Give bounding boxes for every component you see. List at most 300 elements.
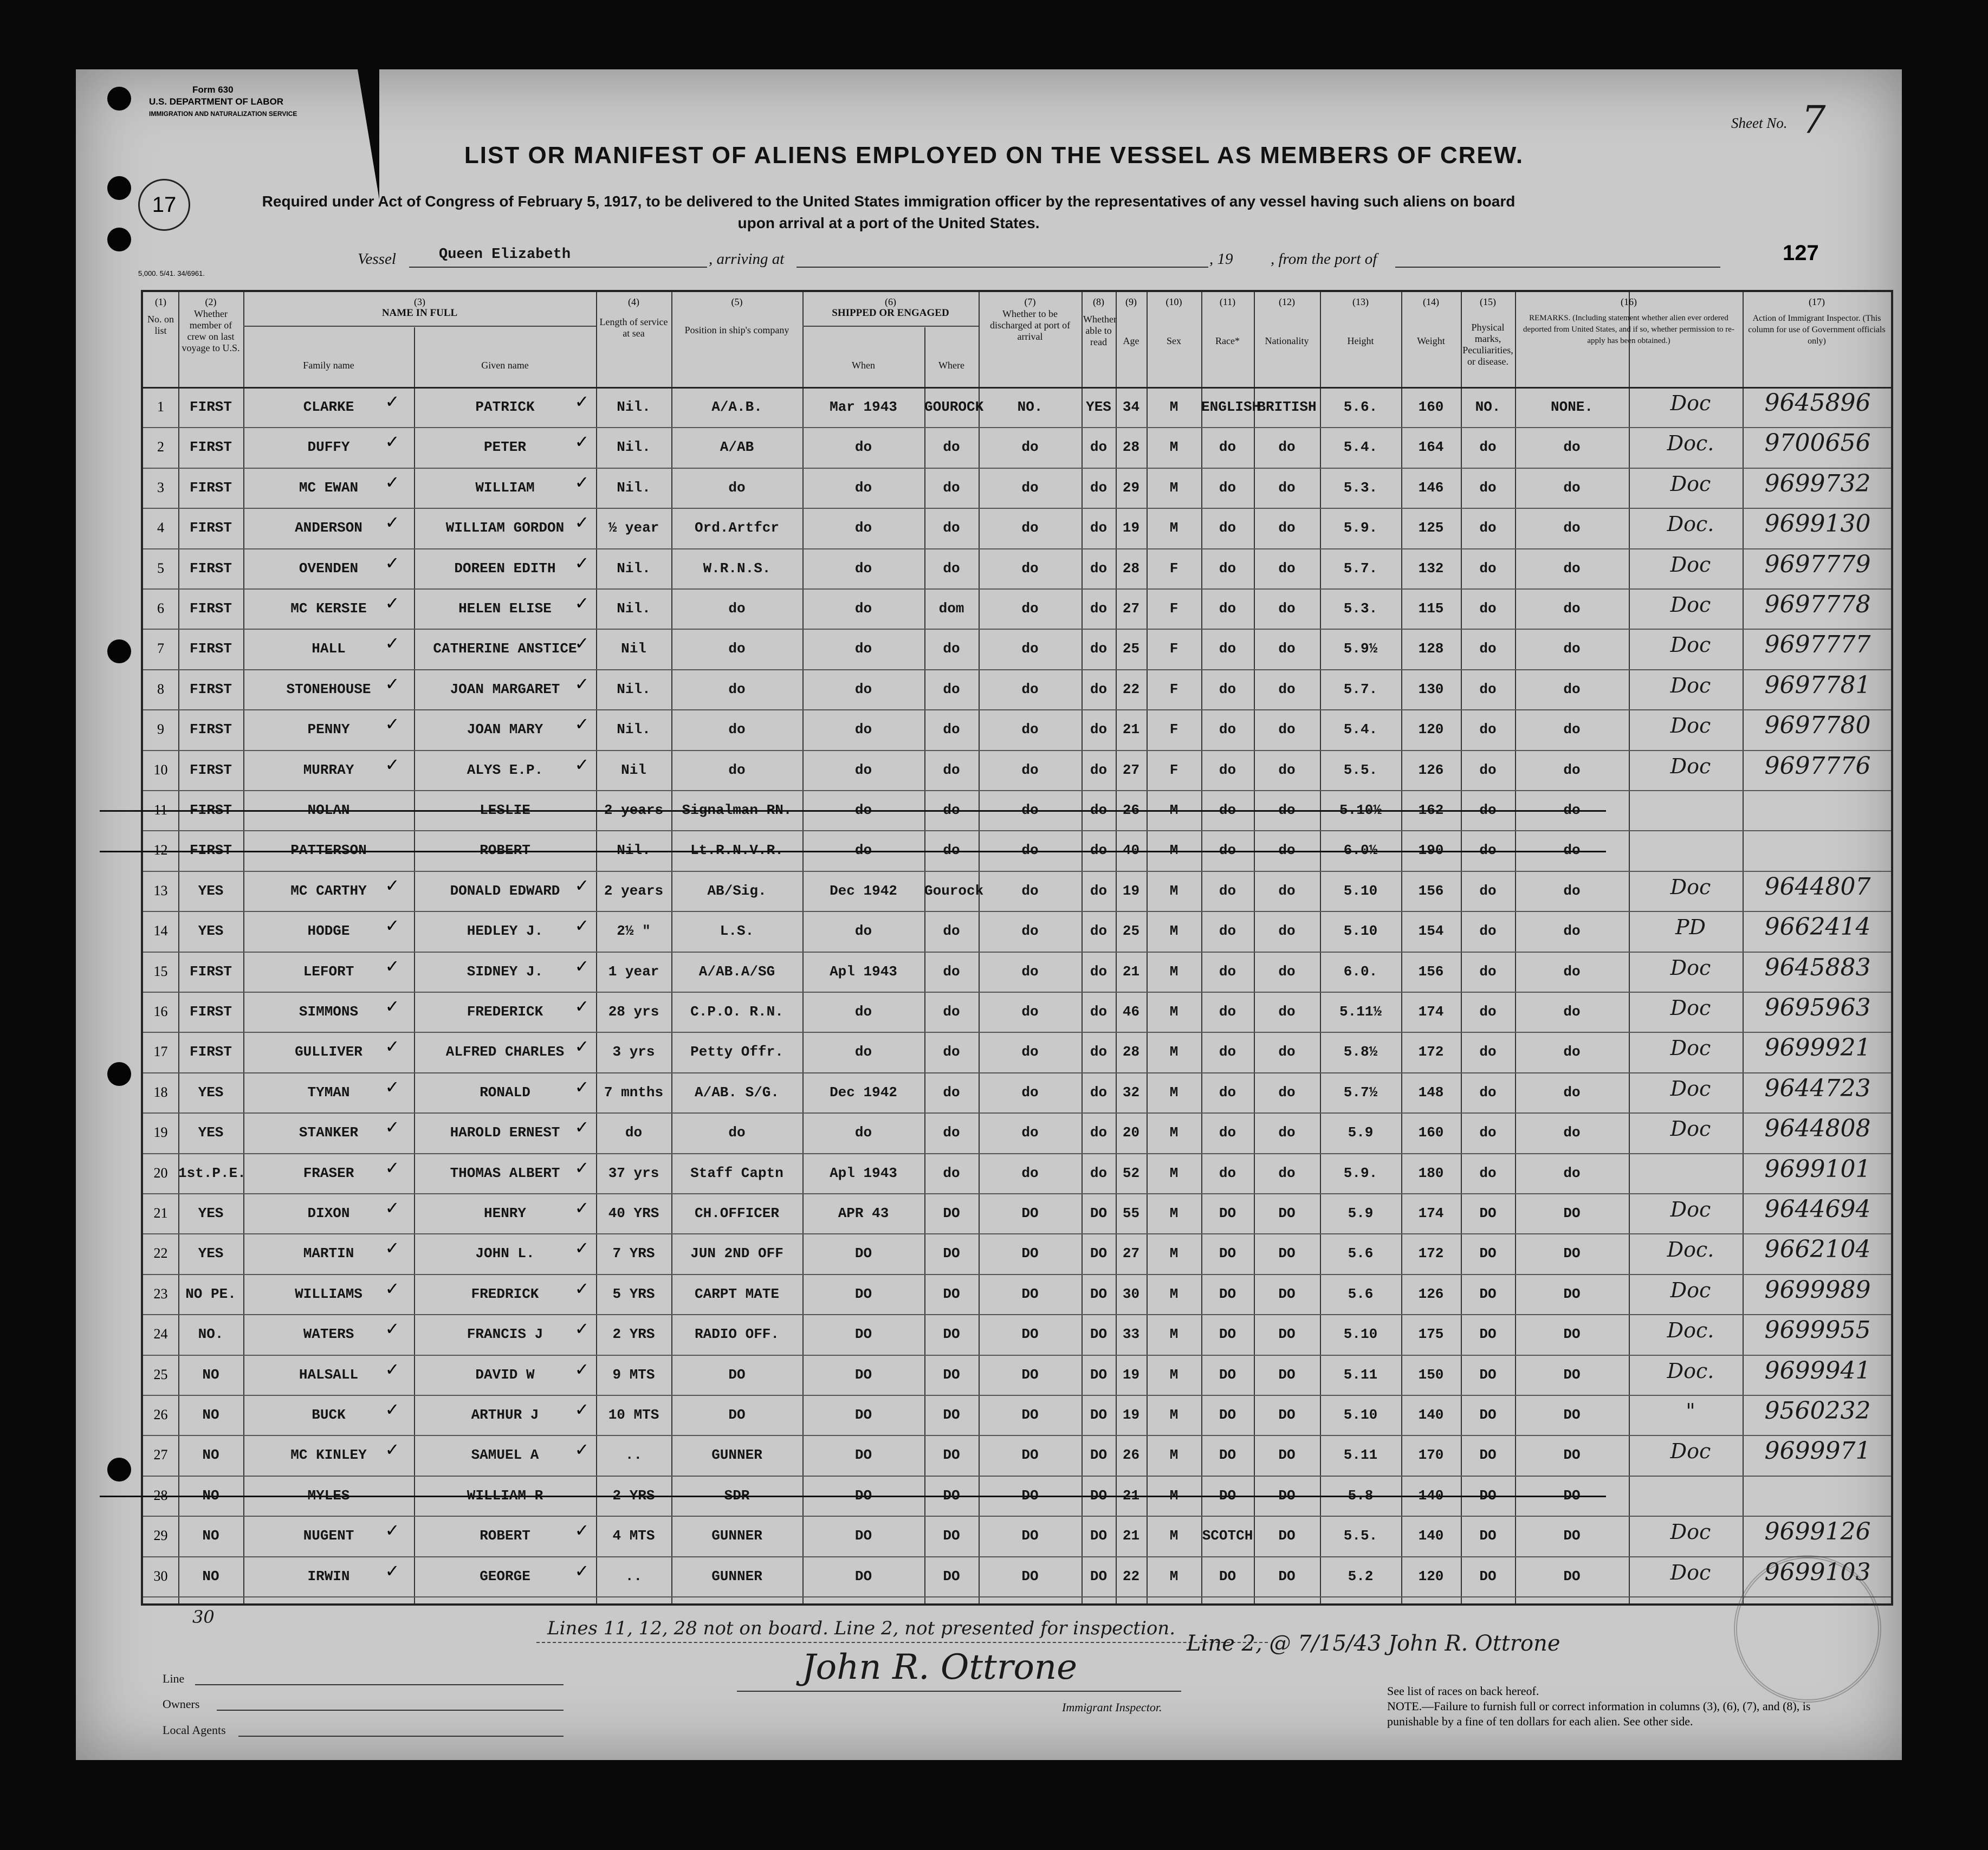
cell-when: DO [854, 1366, 872, 1383]
races-note: See list of races on back hereof. [1387, 1684, 1539, 1698]
cell-age: 27 [1122, 761, 1140, 778]
inspector-action: Doc [1670, 1439, 1711, 1464]
cell-service: Nil. [617, 439, 651, 456]
inspector-number: 9699955 [1764, 1316, 1871, 1344]
cell-when: do [854, 641, 872, 657]
check-mark: ✓ [385, 1238, 400, 1259]
cell-age: 22 [1122, 681, 1140, 697]
inspector-number: 9699941 [1764, 1356, 1871, 1385]
cell-race: do [1219, 600, 1236, 617]
cell-age: 55 [1122, 1205, 1140, 1221]
check-mark: ✓ [574, 391, 590, 412]
cell-age: 29 [1122, 479, 1140, 496]
check-mark: ✓ [574, 875, 590, 896]
row-number: 22 [153, 1245, 168, 1262]
cell-nationality: do [1278, 923, 1296, 940]
cell-remarks: do [1563, 1044, 1581, 1060]
cell-where: DO [943, 1285, 960, 1302]
cell-read: do [1090, 439, 1108, 456]
column-number: (9) [1125, 296, 1137, 307]
check-mark: ✓ [574, 1359, 590, 1380]
cell-where: DO [943, 1366, 960, 1383]
cell-discharged: NO. [1017, 399, 1043, 415]
cell-age: 21 [1122, 963, 1140, 980]
cell-race: DO [1219, 1487, 1236, 1504]
cell-nationality: do [1278, 802, 1296, 818]
cell-family: OVENDEN [299, 560, 359, 577]
cell-when: DO [854, 1245, 872, 1262]
cell-discharged: do [1021, 1044, 1039, 1060]
table-row [143, 1355, 1891, 1395]
inspector-number: 9699971 [1764, 1437, 1871, 1465]
column-number: (3) [414, 296, 425, 307]
cell-when: do [854, 1124, 872, 1141]
inspector-number: 9697780 [1764, 711, 1871, 740]
cell-member: FIRST [189, 721, 232, 738]
cell-where: Gourock [924, 882, 984, 899]
cell-nationality: do [1278, 842, 1296, 859]
column-header: Nationality [1265, 335, 1309, 346]
cell-marks: do [1479, 1084, 1497, 1101]
cell-member: NO PE. [185, 1285, 236, 1302]
table-row [143, 790, 1891, 830]
cell-race: do [1219, 1165, 1236, 1181]
cell-family: HALSALL [299, 1366, 359, 1383]
cell-race: do [1219, 721, 1236, 738]
cell-family: WATERS [303, 1326, 354, 1343]
cell-marks: do [1479, 761, 1497, 778]
form-number: Form 630 [192, 85, 234, 95]
cell-weight: 126 [1418, 1285, 1444, 1302]
cell-weight: 160 [1418, 399, 1444, 415]
cell-read: DO [1090, 1245, 1108, 1262]
cell-when: do [854, 1044, 872, 1060]
cell-sex: M [1169, 882, 1178, 899]
table-row [143, 669, 1891, 709]
cell-marks: do [1479, 882, 1497, 899]
check-mark: ✓ [574, 1238, 590, 1259]
cell-when: do [854, 721, 872, 738]
cell-given: HELEN ELISE [458, 600, 552, 617]
cell-where: do [943, 560, 960, 577]
cell-marks: DO [1479, 1568, 1497, 1584]
cell-given: JOHN L. [475, 1245, 535, 1262]
cell-marks: DO [1479, 1205, 1497, 1221]
cell-member: FIRST [189, 681, 232, 697]
cell-read: do [1090, 560, 1108, 577]
cell-weight: 128 [1418, 641, 1444, 657]
column-header: No. on list [147, 314, 174, 336]
column-header: Weight [1417, 335, 1445, 346]
table-row [143, 588, 1891, 629]
inspector-number: 9697779 [1764, 550, 1871, 578]
inspector-number: 9560232 [1764, 1397, 1871, 1425]
cell-family: PENNY [307, 721, 350, 738]
cell-member: NO [202, 1366, 219, 1383]
cell-given: WILLIAM R [467, 1487, 543, 1504]
column-header: Action of Immigrant Inspector. (This column for use of Government officials only) [1748, 314, 1886, 346]
inspector-number: 9645896 [1764, 389, 1871, 417]
cell-family: FRASER [303, 1165, 354, 1181]
cell-age: 22 [1122, 1568, 1140, 1584]
row-number: 10 [153, 761, 168, 778]
cell-height: 5.2 [1348, 1568, 1374, 1584]
cell-marks: do [1479, 923, 1497, 940]
form-subtitle [238, 191, 1539, 234]
cell-when: do [854, 761, 872, 778]
row-number: 21 [153, 1205, 168, 1221]
cell-service: 28 yrs [608, 1004, 659, 1020]
cell-race: do [1219, 761, 1236, 778]
punch-hole [107, 1458, 131, 1482]
cell-height: 5.9. [1343, 520, 1378, 536]
cell-discharged: do [1021, 1004, 1039, 1020]
table-row [143, 1153, 1891, 1193]
column-number: (17) [1809, 296, 1825, 307]
cell-family: GULLIVER [295, 1044, 362, 1060]
cell-position: C.P.O. R.N. [690, 1004, 783, 1020]
cell-member: FIRST [189, 761, 232, 778]
row-number: 26 [153, 1407, 168, 1422]
cell-marks: do [1479, 520, 1497, 536]
cell-nationality: do [1278, 1084, 1296, 1101]
cell-race: DO [1219, 1568, 1236, 1584]
cell-discharged: DO [1021, 1447, 1039, 1464]
cell-family: HALL [312, 641, 346, 657]
cell-race: do [1219, 479, 1236, 496]
cell-age: 21 [1122, 1487, 1140, 1504]
cell-position: do [728, 600, 746, 617]
cell-service: 2 YRS [612, 1487, 655, 1504]
cell-sex: M [1169, 1004, 1178, 1020]
cell-read: do [1090, 1165, 1108, 1181]
row-number: 6 [157, 600, 164, 616]
cell-read: YES [1086, 399, 1111, 415]
cell-remarks: do [1563, 1004, 1581, 1020]
cell-when: do [854, 560, 872, 577]
cell-remarks: DO [1563, 1366, 1581, 1383]
inspector-number: 9644807 [1764, 872, 1871, 901]
cell-marks: do [1479, 842, 1497, 859]
cell-discharged: DO [1021, 1326, 1039, 1343]
cell-sex: F [1169, 721, 1178, 738]
check-mark: ✓ [385, 1157, 400, 1178]
check-mark: ✓ [574, 1560, 590, 1581]
column-header: Whether able to read [1083, 314, 1117, 347]
cell-where: do [943, 842, 960, 859]
cell-member: FIRST [189, 963, 232, 980]
official-seal [1734, 1555, 1881, 1703]
cell-height: 5.6 [1348, 1245, 1374, 1262]
cell-where: do [943, 520, 960, 536]
cell-remarks: DO [1563, 1245, 1581, 1262]
row-number: 16 [153, 1004, 168, 1019]
cell-sex: M [1169, 1124, 1178, 1141]
cell-when: DO [854, 1407, 872, 1423]
cell-age: 34 [1122, 399, 1140, 415]
cell-discharged: DO [1021, 1568, 1039, 1584]
cell-when: Apl 1943 [830, 1165, 897, 1181]
inspector-action: Doc [1670, 471, 1711, 496]
cell-given: HENRY [483, 1205, 526, 1221]
cell-marks: do [1479, 1004, 1497, 1020]
cell-marks: DO [1479, 1326, 1497, 1343]
cell-weight: 125 [1418, 520, 1444, 536]
inspector-action: Doc [1670, 1560, 1711, 1584]
cell-age: 19 [1122, 1366, 1140, 1383]
cell-position: CARPT MATE [694, 1285, 780, 1302]
cell-given: PATRICK [475, 399, 535, 415]
check-mark: ✓ [574, 1520, 590, 1541]
owners-label: Owners [163, 1697, 200, 1711]
cell-discharged: do [1021, 520, 1039, 536]
cell-height: 5.7. [1343, 560, 1378, 577]
check-mark: ✓ [385, 512, 400, 533]
cell-given: SAMUEL A [471, 1447, 539, 1464]
cell-read: do [1090, 761, 1108, 778]
cell-remarks: do [1563, 1084, 1581, 1101]
check-mark: ✓ [574, 1198, 590, 1218]
inspector-action: Doc [1670, 552, 1711, 577]
cell-when: DO [854, 1528, 872, 1544]
inspector-action: PD [1675, 915, 1706, 940]
cell-remarks: do [1563, 963, 1581, 980]
cell-position: A/AB.A/SG [698, 963, 775, 980]
cell-where: do [943, 1084, 960, 1101]
row-number: 19 [153, 1124, 168, 1141]
row-number: 2 [157, 439, 164, 455]
cell-height: 5.10½ [1339, 802, 1382, 818]
inspector-number: 9699101 [1764, 1155, 1871, 1183]
row-number: 23 [153, 1285, 168, 1302]
row-number: 11 [153, 802, 168, 818]
inspector-number: 9662414 [1764, 913, 1871, 941]
inspector-action: Doc [1670, 1036, 1711, 1060]
table-row [143, 1112, 1891, 1153]
column-header: Height [1347, 335, 1374, 346]
cell-read: DO [1090, 1205, 1108, 1221]
inspector-number: 9699130 [1764, 510, 1871, 538]
inspector-action: Doc. [1667, 1318, 1714, 1343]
crew-table [141, 290, 1893, 1606]
check-mark: ✓ [574, 593, 590, 613]
cell-read: do [1090, 1124, 1108, 1141]
cell-height: 5.5. [1343, 1528, 1378, 1544]
cell-nationality: do [1278, 520, 1296, 536]
cell-given: FRANCIS J [467, 1326, 543, 1343]
cell-given: DAVID W [475, 1366, 535, 1383]
cell-read: do [1090, 681, 1108, 697]
cell-position: GUNNER [711, 1528, 762, 1544]
row-number: 1 [157, 399, 164, 415]
cell-discharged: do [1021, 842, 1039, 859]
cell-read: do [1090, 479, 1108, 496]
cell-when: do [854, 681, 872, 697]
cell-where: DO [943, 1245, 960, 1262]
cell-race: do [1219, 923, 1236, 940]
cell-nationality: do [1278, 882, 1296, 899]
cell-family: LEFORT [303, 963, 354, 980]
cell-where: do [943, 923, 960, 940]
column-number: (2) [205, 296, 217, 307]
row-number: 7 [157, 641, 164, 657]
cell-member: NO [202, 1568, 219, 1584]
cell-service: 5 YRS [612, 1285, 655, 1302]
cell-position: CH.OFFICER [694, 1205, 780, 1221]
cell-nationality: DO [1278, 1487, 1296, 1504]
inspector-number: 9699989 [1764, 1276, 1871, 1304]
cell-family: WILLIAMS [295, 1285, 362, 1302]
cell-member: YES [198, 1245, 224, 1262]
check-mark: ✓ [574, 1278, 590, 1299]
cell-where: do [943, 641, 960, 657]
cell-marks: DO [1479, 1447, 1497, 1464]
cell-height: 5.9. [1343, 1165, 1378, 1181]
cell-race: do [1219, 963, 1236, 980]
row-number: 20 [153, 1165, 168, 1181]
cell-where: do [943, 1165, 960, 1181]
cell-race: DO [1219, 1205, 1236, 1221]
cell-remarks: DO [1563, 1285, 1581, 1302]
cell-remarks: NONE. [1550, 399, 1593, 415]
cell-age: 21 [1122, 1528, 1140, 1544]
cell-service: Nil. [617, 600, 651, 617]
cell-nationality: do [1278, 761, 1296, 778]
inspector-label: Immigrant Inspector. [1062, 1700, 1162, 1714]
cell-weight: 162 [1418, 802, 1444, 818]
cell-when: do [854, 600, 872, 617]
check-mark: ✓ [385, 431, 400, 452]
form-title: LIST OR MANIFEST OF ALIENS EMPLOYED ON THE VESSEL AS MEMBERS OF CREW. [464, 142, 1524, 169]
table-row [143, 1435, 1891, 1475]
cell-family: MYLES [307, 1487, 350, 1504]
cell-position: DO [728, 1366, 746, 1383]
service-name: IMMIGRATION AND NATURALIZATION SERVICE [149, 110, 297, 118]
inspector-line [737, 1691, 1181, 1692]
cell-race: DO [1219, 1326, 1236, 1343]
cell-given: THOMAS ALBERT [450, 1165, 560, 1181]
check-mark: ✓ [385, 471, 400, 493]
cell-sex: M [1169, 1326, 1178, 1343]
cell-service: Nil. [617, 399, 651, 415]
cell-discharged: do [1021, 479, 1039, 496]
row-number: 5 [157, 560, 164, 576]
cell-given: FREDRICK [471, 1285, 539, 1302]
cell-age: 28 [1122, 439, 1140, 456]
inspector-action: Doc [1670, 1198, 1711, 1221]
cell-weight: 132 [1418, 560, 1444, 577]
cell-sex: M [1169, 923, 1178, 940]
column-number: (6) [885, 296, 896, 307]
cell-marks: do [1479, 963, 1497, 980]
column-header: Length of service at sea [599, 316, 668, 339]
cell-position: W.R.N.S. [703, 560, 771, 577]
cell-member: NO. [198, 1326, 224, 1343]
inspector-action: Doc [1670, 1117, 1711, 1141]
cell-member: YES [198, 1124, 224, 1141]
check-mark: ✓ [574, 1157, 590, 1178]
cell-service: 3 yrs [612, 1044, 655, 1060]
cell-when: DO [854, 1285, 872, 1302]
inspector-number: 9699921 [1764, 1034, 1871, 1062]
cell-read: do [1090, 1084, 1108, 1101]
cell-sex: M [1169, 1366, 1178, 1383]
cell-position: GUNNER [711, 1447, 762, 1464]
inspector-signature: John R. Ottrone [802, 1647, 1077, 1687]
cell-discharged: do [1021, 641, 1039, 657]
cell-marks: NO. [1475, 399, 1501, 415]
cell-family: STANKER [299, 1124, 359, 1141]
cell-sex: M [1169, 1407, 1178, 1423]
inspector-action: Doc [1670, 955, 1711, 980]
cell-height: 5.5. [1343, 761, 1378, 778]
check-mark: ✓ [385, 391, 400, 412]
cell-age: 40 [1122, 842, 1140, 859]
cell-marks: do [1479, 439, 1497, 456]
inspector-action: Doc [1670, 633, 1711, 657]
cell-nationality: DO [1278, 1245, 1296, 1262]
cell-service: 2 years [604, 802, 664, 818]
cell-sex: M [1169, 479, 1178, 496]
cell-weight: 160 [1418, 1124, 1444, 1141]
cell-where: do [943, 963, 960, 980]
cell-height: 5.9½ [1343, 641, 1378, 657]
table-row [143, 871, 1891, 911]
cell-read: do [1090, 963, 1108, 980]
cell-remarks: DO [1563, 1487, 1581, 1504]
check-mark: ✓ [574, 431, 590, 452]
check-mark: ✓ [574, 1399, 590, 1420]
cell-when: Dec 1942 [830, 1084, 897, 1101]
subtitle-line-2: upon arrival at a port of the United States. [737, 215, 1040, 231]
cell-remarks: do [1563, 681, 1581, 697]
inspector-action: Doc [1670, 754, 1711, 778]
cell-marks: do [1479, 1044, 1497, 1060]
cell-position: AB/Sig. [707, 882, 767, 899]
check-mark: ✓ [385, 996, 400, 1017]
inspector-action: Doc [1670, 593, 1711, 617]
cell-height: 5.6. [1343, 399, 1378, 415]
cell-family: MC EWAN [299, 479, 359, 496]
cell-marks: do [1479, 802, 1497, 818]
table-row [143, 992, 1891, 1032]
column-header: Whether member of crew on last voyage to U.S. [182, 308, 240, 353]
cell-height: 5.11½ [1339, 1004, 1382, 1020]
cell-position: GUNNER [711, 1568, 762, 1584]
cell-given: RONALD [480, 1084, 530, 1101]
punch-hole [107, 176, 131, 200]
cell-family: TYMAN [307, 1084, 350, 1101]
cell-nationality: DO [1278, 1447, 1296, 1464]
cell-member: FIRST [189, 479, 232, 496]
subtitle-line-1: Required under Act of Congress of February 5, 1917, to be delivered to the United States immigration officer by the representatives of any vessel having such aliens on board [262, 193, 1516, 210]
cell-member: FIRST [189, 1004, 232, 1020]
cell-where: DO [943, 1568, 960, 1584]
inspector-number: 9699732 [1764, 469, 1871, 497]
cell-position: Petty Offr. [690, 1044, 783, 1060]
cell-position: Signalman RN. [682, 802, 792, 818]
column-number: (13) [1352, 296, 1369, 307]
cell-sex: F [1169, 560, 1178, 577]
cell-where: DO [943, 1326, 960, 1343]
cell-race: do [1219, 1044, 1236, 1060]
cell-weight: 130 [1418, 681, 1444, 697]
cell-weight: 126 [1418, 761, 1444, 778]
cell-service: 2 years [604, 882, 664, 899]
cell-sex: M [1169, 520, 1178, 536]
cell-service: 37 yrs [608, 1165, 659, 1181]
column-number: (11) [1219, 296, 1236, 307]
